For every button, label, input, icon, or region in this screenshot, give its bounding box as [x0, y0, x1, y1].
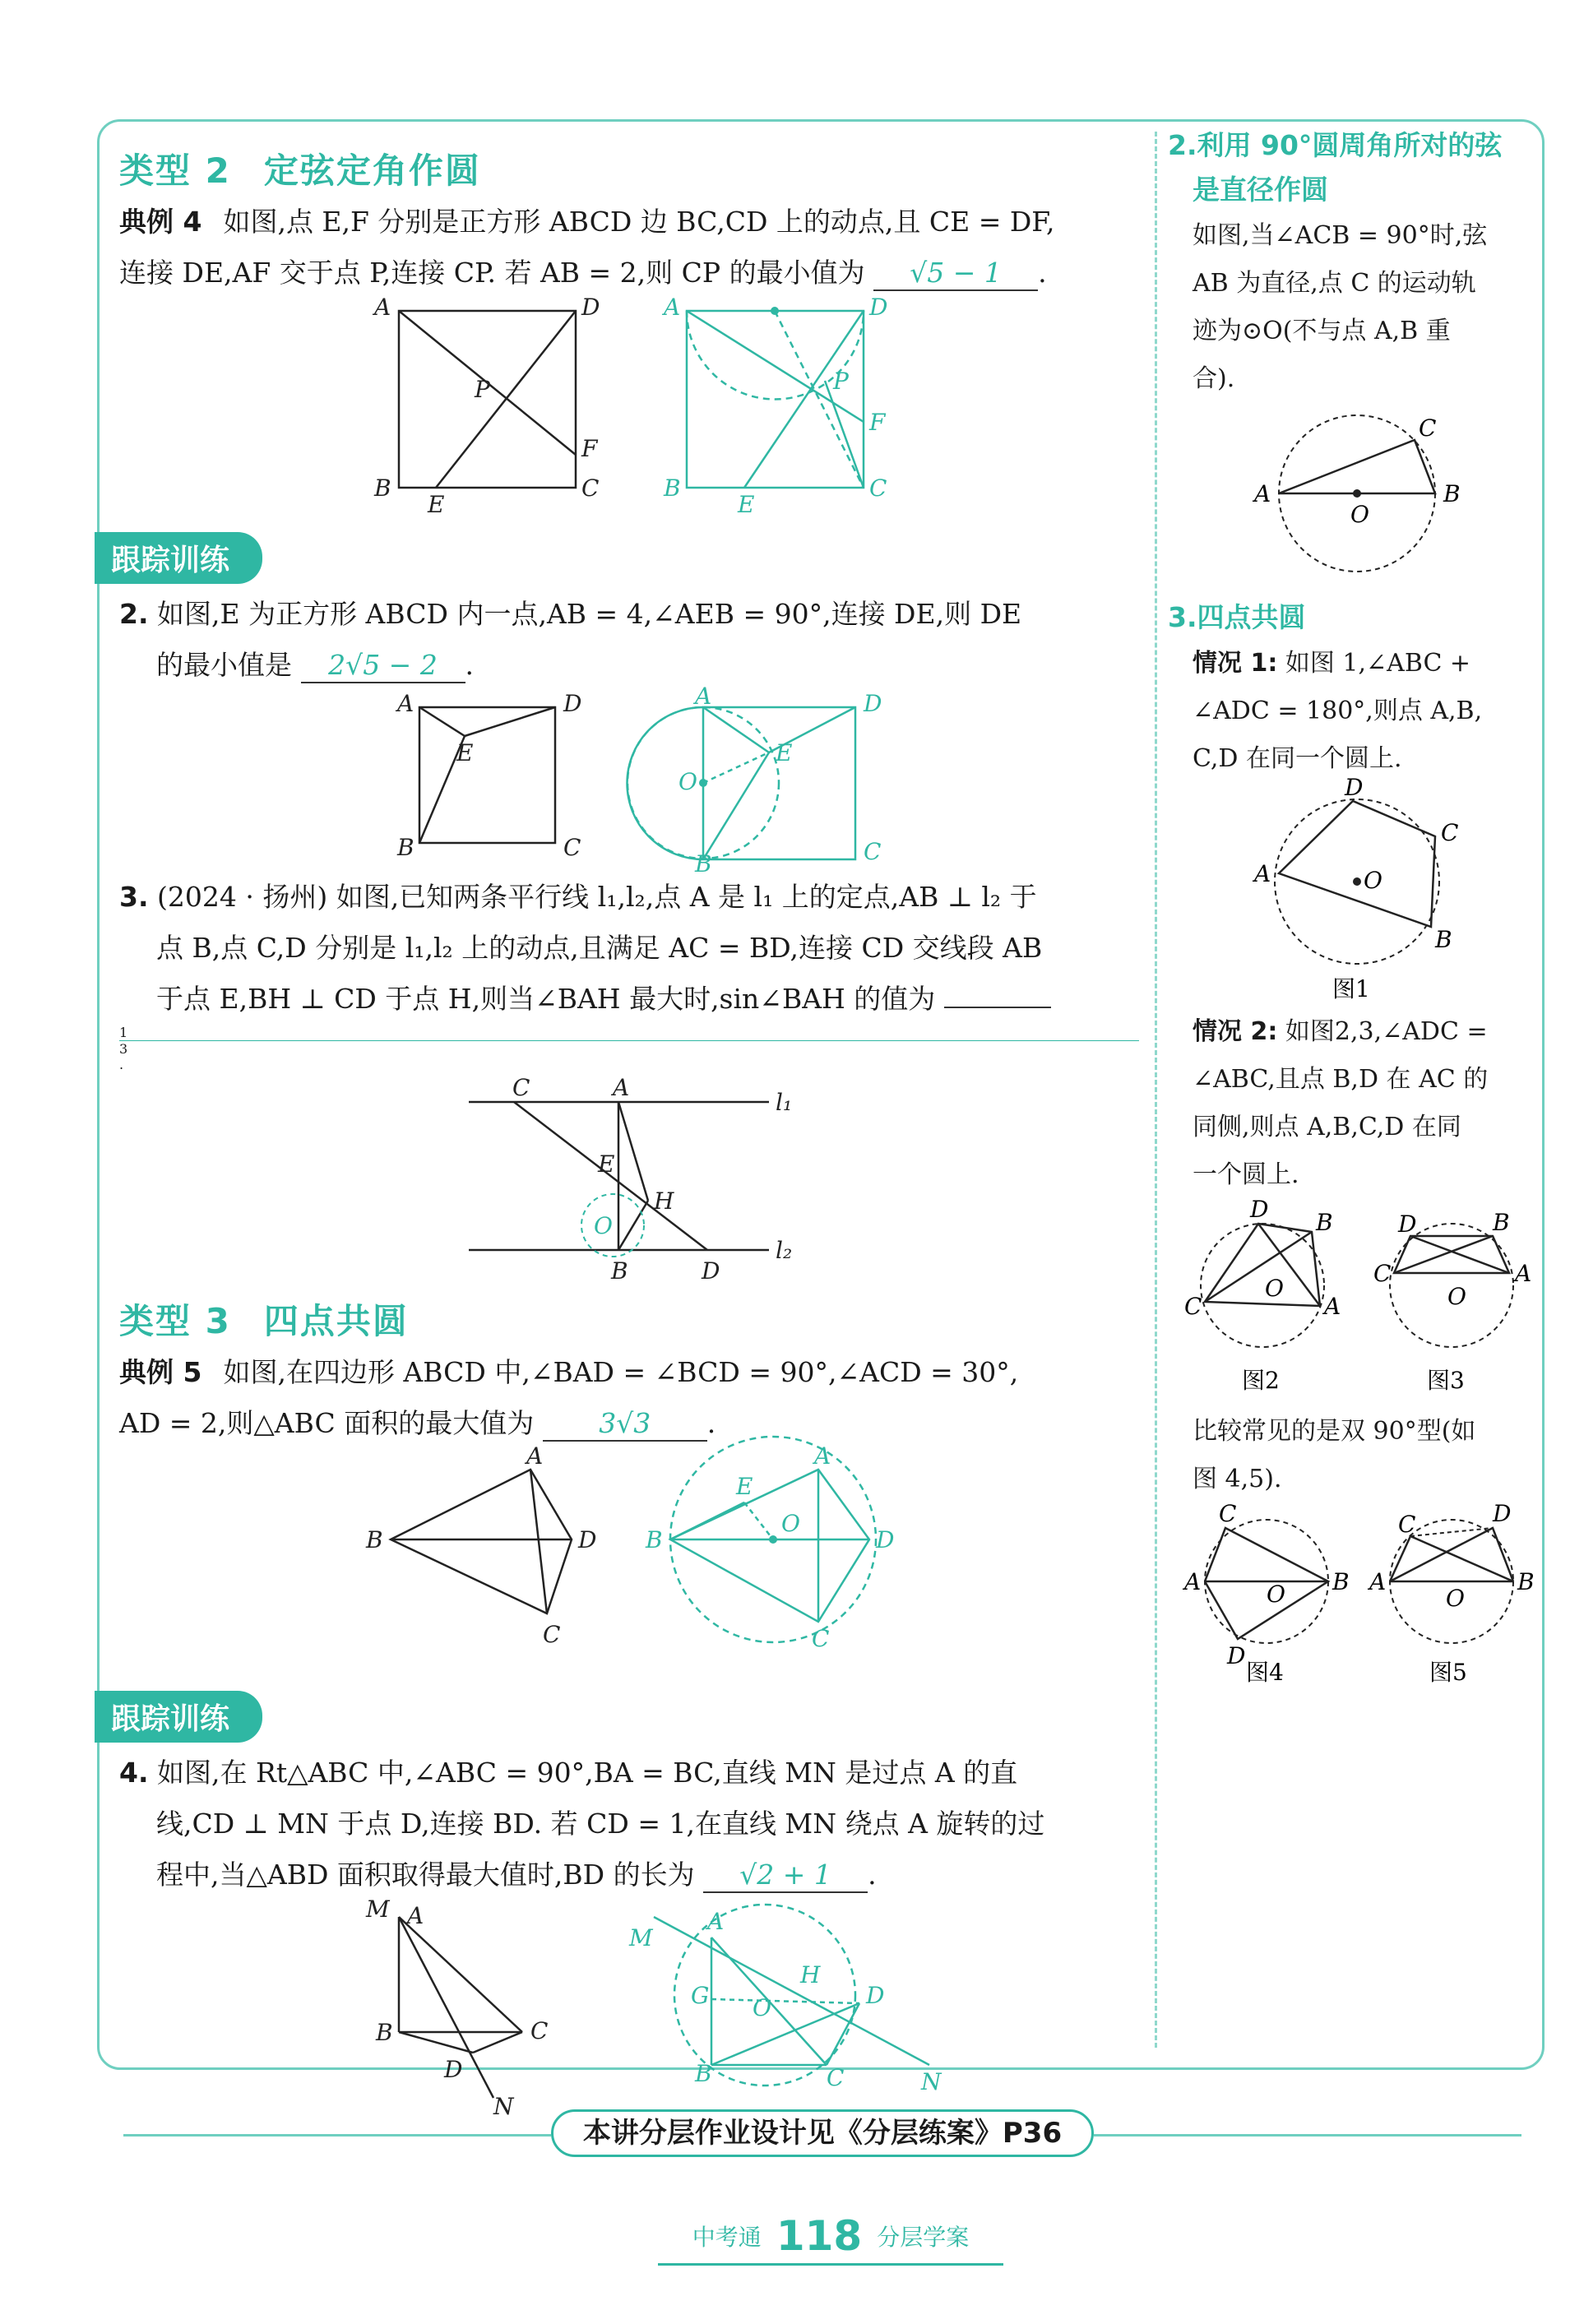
svg-text:A: A [397, 690, 414, 717]
svg-text:B: B [695, 2060, 712, 2087]
side-s2-line3: 迹为⊙O(不与点 A,B 重 [1193, 317, 1451, 345]
svg-text:N: N [493, 2093, 514, 2120]
svg-text:B: B [1443, 480, 1461, 507]
svg-text:E: E [738, 491, 755, 518]
svg-text:D: D [864, 690, 882, 717]
svg-text:H: H [800, 1961, 821, 1988]
side-figures-2-3 [1168, 1196, 1532, 1405]
svg-text:A: A [664, 294, 681, 321]
svg-text:C: C [563, 834, 581, 861]
svg-text:C: C [1441, 819, 1459, 846]
example4-line1: 如图,点 E,F 分别是正方形 ABCD 边 BC,CD 上的动点,且 CE = DF, [223, 206, 1055, 238]
type3-number: 类型 3 [119, 1301, 231, 1341]
figure3-caption: 图3 [1427, 1367, 1465, 1394]
question4-answer: √2 + 1 [703, 1859, 868, 1893]
svg-text:C: C [1419, 414, 1437, 442]
svg-text:O: O [594, 1212, 613, 1239]
svg-text:D: D [702, 1257, 720, 1285]
svg-text:F: F [869, 409, 886, 436]
side-figures-4-5 [1168, 1500, 1535, 1686]
example5-answer: 3√3 [543, 1407, 707, 1442]
question2-figures [119, 683, 1139, 877]
svg-text:A: A [1184, 1568, 1202, 1595]
svg-text:B: B [397, 834, 414, 861]
example5: 典例 5 如图,在四边形 ABCD 中,∠BAD = ∠BCD = 90°,∠ACD = 30°, AD = 2,则△ABC 面积的最大值为 3√3 . [119, 1347, 1139, 1449]
common-line2: 图 4,5). [1193, 1465, 1282, 1493]
svg-text:B: B [366, 1526, 383, 1553]
question3-answer-numerator: 1 [119, 1025, 1139, 1041]
tracking-tag-2: 跟踪训练 [95, 1691, 262, 1743]
figure1-caption: 图1 [1332, 975, 1370, 1002]
svg-text:O: O [1265, 1275, 1284, 1302]
svg-text:A: A [1324, 1293, 1341, 1320]
svg-text:G: G [691, 1982, 710, 2009]
svg-text:B: B [376, 2019, 393, 2046]
svg-text:D: D [876, 1526, 895, 1553]
example4-line2: 连接 DE,AF 交于点 P,连接 CP. 若 AB = 2,则 CP 的最小值为 [119, 257, 865, 289]
svg-text:B: B [1517, 1568, 1535, 1595]
svg-text:B: B [1435, 926, 1452, 953]
footer-right-text: 分层学案 [877, 2224, 970, 2251]
side-section2-title-2: 是直径作圆 [1193, 174, 1328, 206]
svg-text:A: A [374, 294, 391, 321]
question2-answer: 2√5 − 2 [301, 649, 465, 683]
case2-label: 情况 2: [1193, 1017, 1278, 1046]
figure5-caption: 图5 [1429, 1659, 1467, 1686]
svg-text:D: D [581, 294, 600, 321]
footer-homework-note: 本讲分层作业设计见《分层练案》P36 [551, 2109, 1094, 2157]
page-number: 118 [776, 2212, 863, 2260]
svg-text:M: M [629, 1924, 653, 1951]
side-common [1168, 1408, 1530, 1503]
svg-text:F: F [581, 435, 598, 462]
case1-line2: ∠ADC = 180°,则点 A,B, [1193, 697, 1483, 725]
question4: 4. 如图,在 Rt△ABC 中,∠ABC = 90°,BA = BC,直线 MN 是过点 A 的直 线,CD ⊥ MN 于点 D,连接 BD. 若 CD = 1,在直线 MN 绕点 A 旋转的过 程中,当△ABD 面积取得最大值时,BD 的长为 √2 + 1 . [119, 1748, 1139, 1900]
question2-line2: 的最小值是 [156, 649, 292, 681]
svg-text:E: E [736, 1473, 753, 1500]
svg-text:O: O [753, 1994, 771, 2021]
svg-text:B: B [1493, 1209, 1510, 1236]
svg-text:C: C [827, 2064, 845, 2091]
type2-heading [119, 144, 1139, 193]
svg-text:D: D [1345, 774, 1364, 801]
svg-text:O: O [1446, 1585, 1465, 1612]
footer-line-right [1094, 2134, 1521, 2137]
svg-text:O: O [1350, 501, 1369, 528]
example4-label: 典例 4 [119, 206, 202, 238]
svg-text:O: O [1364, 867, 1382, 894]
svg-text:B: B [611, 1257, 628, 1285]
column-divider [1155, 132, 1157, 2048]
svg-text:D: D [1227, 1642, 1246, 1669]
svg-text:E: E [776, 739, 793, 766]
svg-text:D: D [563, 690, 582, 717]
question3-number: 3. [119, 881, 149, 913]
question3-line3: 于点 E,BH ⊥ CD 于点 H,则当∠BAH 最大时,sin∠BAH 的值为 [156, 983, 936, 1015]
svg-text:A: A [695, 683, 712, 710]
svg-text:D: D [869, 294, 888, 321]
svg-text:B: B [646, 1526, 663, 1553]
side-column [1168, 123, 1535, 1687]
footer-left-text: 中考通 [692, 2224, 762, 2251]
svg-text:B: B [1316, 1209, 1333, 1236]
svg-text:A: A [1369, 1568, 1387, 1595]
example4: 典例 4 如图,点 E,F 分别是正方形 ABCD 边 BC,CD 上的动点,且 CE = DF, 连接 DE,AF 交于点 P,连接 CP. 若 AB = 2,则 CP 的最小值为 √5 − 1 . [119, 197, 1139, 299]
side-section2-figure [1168, 403, 1530, 584]
svg-text:D: D [866, 1982, 885, 2009]
question3 [119, 872, 1139, 1025]
svg-text:H: H [654, 1187, 674, 1215]
svg-text:C: C [530, 2017, 549, 2044]
question3-answer [944, 1007, 1051, 1008]
question3-figure [119, 1074, 1139, 1285]
svg-text:C: C [1398, 1511, 1416, 1538]
svg-text:C: C [1184, 1293, 1202, 1320]
svg-text:D: D [578, 1526, 597, 1553]
svg-text:A: A [1254, 860, 1271, 887]
svg-text:O: O [1267, 1581, 1285, 1608]
svg-text:A: A [1254, 480, 1271, 507]
side-section2-title: 2.利用 90°圆周角所对的弦 [1168, 129, 1503, 161]
side-case2 [1168, 1008, 1530, 1199]
svg-text:C: C [1219, 1500, 1237, 1527]
example5-line2: AD = 2,则△ABC 面积的最大值为 [119, 1407, 535, 1439]
ex4-figure-right [687, 311, 864, 488]
svg-text:B: B [664, 475, 681, 502]
side-s2-line4: 合). [1193, 364, 1235, 393]
figure4-caption: 图4 [1246, 1659, 1284, 1686]
svg-text:D: D [444, 2056, 463, 2083]
svg-text:E: E [456, 739, 474, 766]
svg-text:D: D [1493, 1500, 1512, 1527]
type2-number: 类型 2 [119, 150, 231, 191]
ex4-figure-right-labels [661, 294, 887, 518]
page-number-block [658, 2212, 1003, 2260]
question2-line1: 如图,E 为正方形 ABCD 内一点,AB = 4,∠AEB = 90°,连接 DE,则 DE [157, 598, 1022, 630]
svg-text:N: N [921, 2068, 942, 2095]
ex4-figure-left-labels [372, 294, 600, 518]
svg-text:B: B [1332, 1568, 1350, 1595]
question4-number: 4. [119, 1757, 149, 1789]
svg-text:C: C [864, 838, 882, 865]
question4-figures [119, 1896, 1139, 2123]
svg-text:A: A [707, 1908, 725, 1935]
footer-line-left [123, 2134, 551, 2137]
svg-text:C: C [512, 1074, 530, 1101]
svg-text:C: C [812, 1625, 830, 1652]
svg-text:E: E [598, 1150, 615, 1178]
question2-number: 2. [119, 598, 149, 630]
side-s2-line2: AB 为直径,点 C 的运动轨 [1193, 269, 1476, 298]
question2: 2. 如图,E 为正方形 ABCD 内一点,AB = 4,∠AEB = 90°,连接 DE,则 DE 的最小值是 2√5 − 2 . [119, 589, 1139, 691]
svg-text:M: M [366, 1896, 390, 1923]
svg-text:A: A [1515, 1260, 1532, 1287]
svg-text:C: C [869, 475, 887, 502]
question4-line2: 线,CD ⊥ MN 于点 D,连接 BD. 若 CD = 1,在直线 MN 绕点 A 旋转的过 [156, 1808, 1045, 1840]
common-line1: 比较常见的是双 90°型(如 [1193, 1417, 1476, 1446]
svg-text:A: A [814, 1442, 831, 1470]
case1-label: 情况 1: [1193, 649, 1278, 678]
example5-line1: 如图,在四边形 ABCD 中,∠BAD = ∠BCD = 90°,∠ACD = 30°, [223, 1356, 1019, 1388]
svg-text:P: P [475, 376, 490, 403]
example4-figures [119, 294, 1139, 521]
side-s2-line1: 如图,当∠ACB = 90°时,弦 [1193, 221, 1488, 250]
example5-figures [119, 1442, 1139, 1679]
svg-text:B: B [374, 475, 391, 502]
svg-text:A: A [526, 1442, 544, 1470]
case2-line1: 如图2,3,∠ADC = [1285, 1017, 1488, 1046]
svg-text:A: A [613, 1074, 630, 1101]
case2-line4: 一个圆上. [1193, 1160, 1299, 1189]
type3-title: 四点共圆 [263, 1301, 409, 1341]
svg-text:P: P [833, 368, 849, 395]
case2-line3: 同侧,则点 A,B,C,D 在同 [1193, 1113, 1461, 1141]
type3-heading [119, 1294, 1139, 1344]
svg-text:O: O [678, 768, 697, 795]
question3-answer-denominator: 3 [119, 1041, 128, 1057]
case1-line3: C,D 在同一个圆上. [1193, 744, 1402, 773]
question3-line2: 点 B,点 C,D 分别是 l₁,l₂ 上的动点,且满足 AC = BD,连接 CD 交线段 AB [156, 932, 1043, 964]
svg-text:l₁: l₁ [776, 1089, 793, 1116]
question4-line3: 程中,当△ABD 面积取得最大值时,BD 的长为 [156, 1859, 695, 1891]
case2-line2: ∠ABC,且点 B,D 在 AC 的 [1193, 1065, 1489, 1094]
side-section2-text [1168, 212, 1530, 403]
svg-text:E: E [428, 491, 445, 518]
svg-text:O: O [781, 1510, 800, 1537]
example5-label: 典例 5 [119, 1356, 202, 1388]
svg-text:D: D [1398, 1211, 1417, 1238]
svg-text:C: C [581, 475, 600, 502]
question3-line1: (2024 · 扬州) 如图,已知两条平行线 l₁,l₂,点 A 是 l₁ 上的定点,AB ⊥ l₂ 于 [157, 881, 1037, 913]
side-figure1 [1168, 774, 1530, 1005]
side-case1 [1168, 640, 1530, 783]
svg-text:D: D [1250, 1196, 1269, 1223]
page-number-underline [658, 2263, 1003, 2266]
example4-answer: √5 − 1 [873, 257, 1038, 291]
type2-title: 定弦定角作圆 [263, 150, 481, 191]
svg-text:l₂: l₂ [776, 1237, 793, 1264]
question4-line1: 如图,在 Rt△ABC 中,∠ABC = 90°,BA = BC,直线 MN 是过点 A 的直 [157, 1757, 1018, 1789]
svg-text:C: C [1373, 1260, 1392, 1287]
svg-text:C: C [543, 1621, 561, 1648]
case1-line1: 如图 1,∠ABC + [1285, 649, 1471, 678]
svg-text:A: A [407, 1902, 424, 1929]
main-column: 类型 2 定弦定角作圆 典例 4 如图,点 E,F 分别是正方形 ABCD 边 BC,CD 上的动点,且 CE = DF, 连接 DE,AF 交于点 P,连接 CP. 若 AB = 2,则 CP 的最小值为 √5 − 1 . A D B E C F P A D B E C F P 跟踪训练 2. 如图,E 为正方形 ABCD 内一点,AB = 4,∠AEB = 90°,连接 DE,则 DE 的最小值是 2√5 − 2 . A D B C E A D B C E O 3. (2024 · 扬州) 如图,已知两条平行线 l₁,l₂,点 A 是 l₁ 上的定点,AB ⊥ l₂ 于 点 B,点 C,D 分别是 l₁,l₂ 上的动点,且满足 AC = BD,连接 CD 交线段 AB 于点 E,BH ⊥ CD 于点 H,则当∠BAH 最大时,sin∠BAH 的值为 1 3 . C A l₁ l₂ E H B D O 类型 3 四点共圆 典例 5 如图,在四边形 ABCD 中,∠BAD = ∠BCD = 90°,∠ACD = 30°, AD = 2,则△ABC 面积的最大值为 3√3 . B A D C B A D C E O 跟踪训练 4. 如图,在 Rt△ABC 中,∠ABC = 90°,BA = BC,直线 MN 是过点 A 的直 线,CD ⊥ MN 于点 D,连接 BD. 若 CD = 1,在直线 MN 绕点 A 旋转的过 程中,当△ABD 面积取得最大值时,BD 的长为 √2 + 1 . M A B C D N M A B C D H G O N [119, 144, 1139, 2123]
side-section3-title: 3.四点共圆 [1168, 601, 1306, 633]
svg-text:O: O [1447, 1283, 1466, 1310]
tracking-tag-1: 跟踪训练 [95, 532, 262, 584]
svg-text:B: B [695, 850, 712, 877]
figure2-caption: 图2 [1242, 1367, 1280, 1394]
